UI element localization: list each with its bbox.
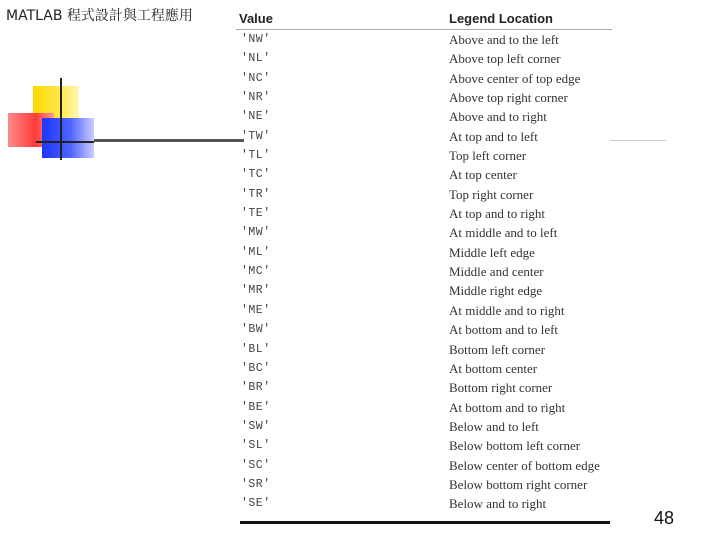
cell-value: 'MC': [241, 265, 271, 279]
cell-value: 'TR': [241, 187, 271, 201]
cell-value: 'BR': [241, 381, 271, 395]
table-row: [236, 127, 612, 146]
table-row: [236, 165, 612, 184]
faint-divider-line: [610, 140, 666, 141]
cell-value: 'NC': [241, 71, 271, 85]
cell-location: At middle and to right: [449, 302, 565, 318]
cell-value: 'ML': [241, 245, 271, 259]
blue-square-decoration: [42, 118, 94, 158]
table-row: [236, 49, 612, 68]
table-row: [236, 436, 612, 455]
decorative-logo: [0, 70, 110, 170]
cell-value: 'NR': [241, 91, 271, 105]
page-number: 48: [654, 508, 675, 528]
horizontal-line-decoration: [36, 141, 94, 143]
table-row: [236, 398, 612, 417]
column-header-value: Value: [239, 11, 273, 26]
table-row: [236, 281, 612, 300]
table-body: [236, 30, 612, 514]
cell-value: 'SL': [241, 439, 271, 453]
cell-location: At middle and to left: [449, 225, 558, 241]
divider-line: [94, 139, 244, 142]
cell-value: 'SC': [241, 458, 271, 472]
table-row: [236, 378, 612, 397]
table-row: [236, 301, 612, 320]
table-row: [236, 204, 612, 223]
cell-location: At top center: [449, 167, 517, 183]
cell-value: 'BC': [241, 361, 271, 375]
cell-value: 'SR': [241, 477, 271, 491]
table-row: [236, 185, 612, 204]
cell-value: 'NL': [241, 52, 271, 66]
cell-location: Above top left corner: [449, 51, 561, 67]
cell-location: At bottom and to right: [449, 399, 566, 415]
cell-value: 'SW': [241, 419, 271, 433]
legend-location-table: [236, 6, 612, 514]
cell-value: 'BL': [241, 342, 271, 356]
cell-value: 'TE': [241, 207, 271, 221]
cell-location: Top left corner: [449, 148, 527, 164]
cell-value: 'TW': [241, 129, 271, 143]
cell-location: Above top right corner: [449, 90, 568, 106]
cell-location: At top and to right: [449, 206, 546, 222]
cell-value: 'MR': [241, 284, 271, 298]
table-row: [236, 417, 612, 436]
cell-location: Middle and center: [449, 264, 544, 280]
cell-value: 'ME': [241, 303, 271, 317]
cell-location: Below and to right: [449, 496, 547, 512]
cell-location: Above and to the left: [449, 32, 559, 47]
cell-value: 'BE': [241, 400, 271, 414]
table-row: [236, 243, 612, 262]
cell-location: Above and to right: [449, 109, 547, 125]
table-row: [236, 340, 612, 359]
table-row: [236, 69, 612, 88]
table-row: [236, 494, 612, 513]
table-row: [236, 88, 612, 107]
cell-value: 'TC': [241, 168, 271, 182]
table-row: [236, 107, 612, 126]
table-row: [236, 146, 612, 165]
column-header-location: Legend Location: [449, 11, 553, 26]
cell-value: 'MW': [241, 226, 271, 240]
table-row: [236, 223, 612, 242]
cell-value: 'NW': [241, 33, 271, 46]
cell-location: Below bottom right corner: [449, 476, 588, 492]
cell-location: At bottom center: [449, 360, 538, 376]
table-row: [236, 475, 612, 494]
cell-location: At bottom and to left: [449, 322, 559, 338]
cell-location: Middle left edge: [449, 244, 535, 260]
cell-value: 'BW': [241, 323, 271, 337]
cell-value: 'TL': [241, 149, 271, 163]
page-title: MATLAB 程式設計與工程應用: [6, 8, 193, 24]
cell-location: Below and to left: [449, 418, 539, 434]
cell-value: 'SE': [241, 497, 271, 511]
cell-location: Bottom right corner: [449, 380, 553, 396]
cell-location: Above center of top edge: [449, 70, 581, 86]
table-row: [236, 30, 612, 49]
table-row: [236, 320, 612, 339]
vertical-line-decoration: [60, 78, 62, 160]
cell-location: Middle right edge: [449, 283, 543, 299]
table-bottom-rule: [240, 521, 610, 524]
table-row: [236, 262, 612, 281]
table-row: [236, 359, 612, 378]
cell-location: Below center of bottom edge: [449, 457, 600, 473]
cell-location: Bottom left corner: [449, 341, 546, 357]
cell-location: Below bottom left corner: [449, 438, 581, 454]
cell-location: At top and to left: [449, 128, 538, 144]
table-row: [236, 456, 612, 475]
table-header: [236, 6, 612, 30]
cell-location: Top right corner: [449, 186, 534, 202]
cell-value: 'NE': [241, 110, 271, 124]
